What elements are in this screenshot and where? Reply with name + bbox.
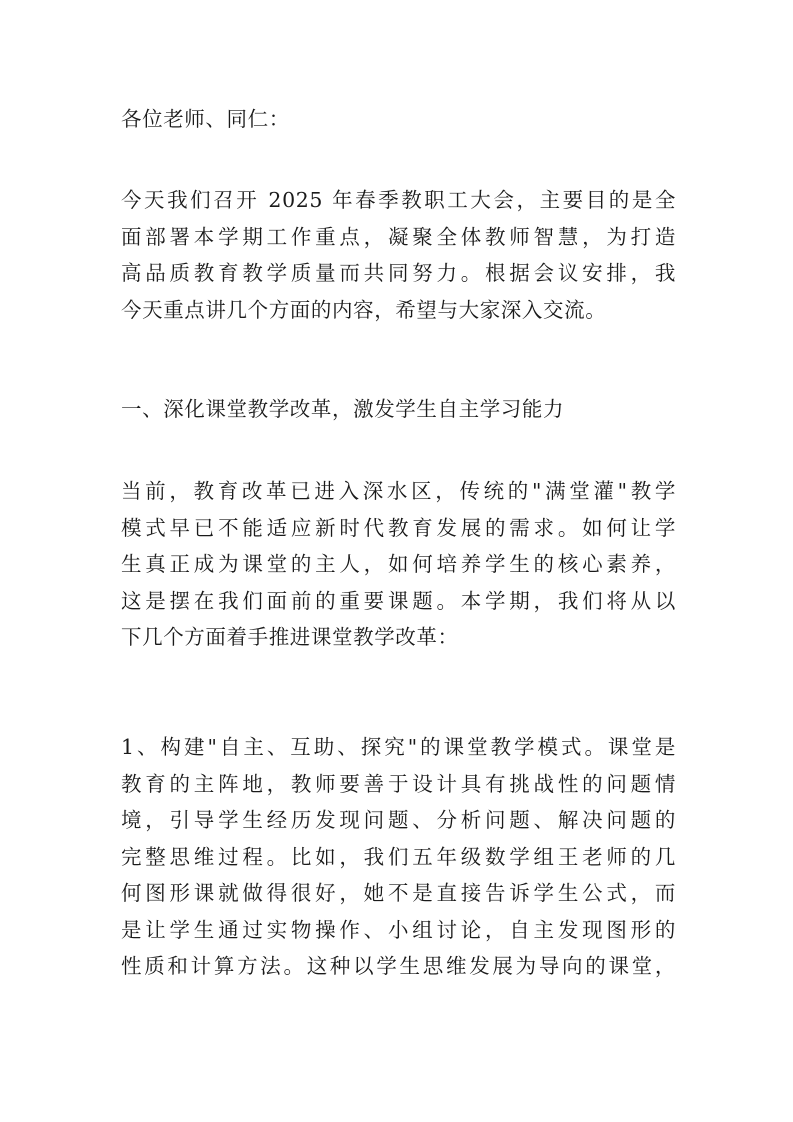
text-line: 完整思维过程。比如，我们五年级数学组王老师的几	[121, 844, 676, 869]
salutation	[121, 101, 676, 138]
intro-paragraph	[121, 182, 676, 328]
text-line: 今天我们召开 2025 年春季教职工大会，主要目的是全	[121, 188, 676, 212]
text-line: 这是摆在我们面前的重要课题。本学期，我们将从以	[121, 588, 676, 613]
point-1-paragraph	[121, 729, 676, 985]
text-line: 1、构建"自主、互助、探究"的课堂教学模式。课堂是	[121, 735, 676, 759]
section-heading	[121, 391, 676, 428]
text-line: 性质和计算方法。这种以学生思维发展为导向的课堂，	[121, 954, 676, 978]
text-line: 今天重点讲几个方面的内容，希望与大家深入交流。	[121, 297, 607, 322]
section-body-paragraph	[121, 473, 676, 656]
salutation-line: 各位老师、同仁：	[121, 107, 290, 131]
text-line: 生真正成为课堂的主人，如何培养学生的核心素养，	[121, 552, 676, 576]
text-line: 模式早已不能适应新时代教育发展的需求。如何让学	[121, 515, 676, 540]
text-line: 下几个方面着手推进课堂教学改革：	[121, 625, 459, 649]
text-line: 何图形课就做得很好，她不是直接告诉学生公式，而	[121, 881, 676, 905]
text-line: 境，引导学生经历发现问题、分析问题、解决问题的	[121, 808, 676, 832]
section-heading-line: 一、深化课堂教学改革，激发学生自主学习能力	[121, 397, 565, 421]
text-line: 面部署本学期工作重点，凝聚全体教师智慧，为打造	[121, 224, 676, 249]
text-line: 当前，教育改革已进入深水区，传统的"满堂灌"教学	[121, 479, 676, 503]
text-line: 是让学生通过实物操作、小组讨论，自主发现图形的	[121, 917, 676, 942]
text-line: 高品质教育教学质量而共同努力。根据会议安排，我	[121, 261, 676, 285]
text-line: 教育的主阵地，教师要善于设计具有挑战性的问题情	[121, 771, 676, 796]
